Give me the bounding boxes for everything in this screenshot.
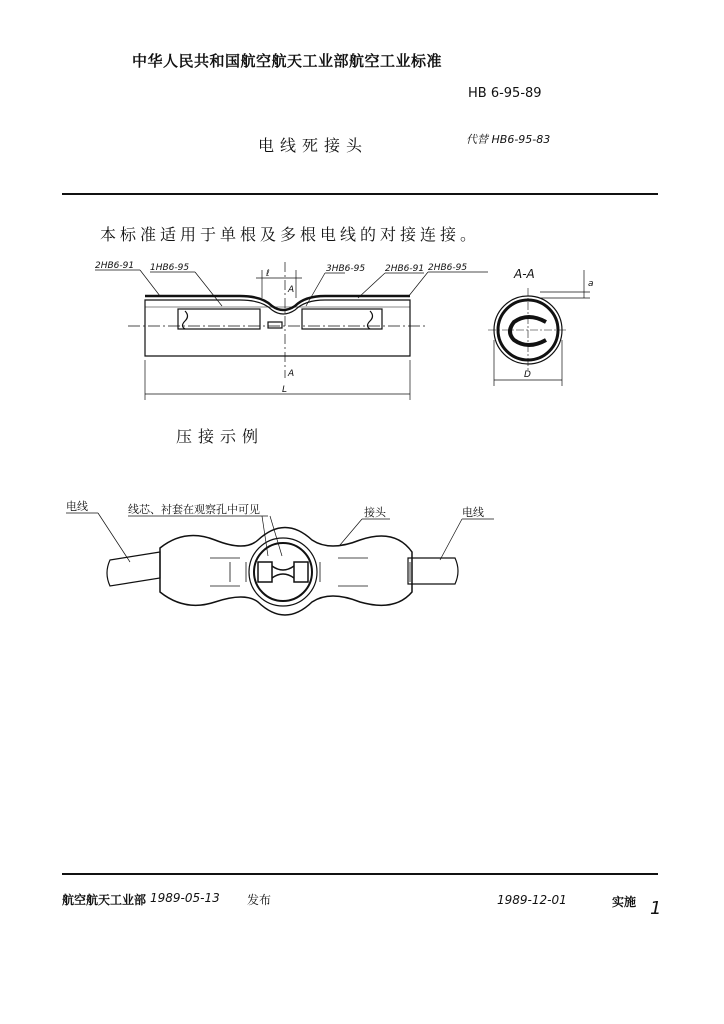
crimp-example-drawing — [66, 513, 494, 615]
page-number: 1 — [650, 898, 662, 919]
document-title: 电线死接头 — [258, 136, 369, 155]
part-label-2hb6-91-left: 2HB6-91 — [95, 261, 135, 271]
section-mark-bottom: A — [288, 369, 295, 379]
connector-longitudinal-view — [95, 262, 488, 400]
label-core-visible-note: 线芯、衬套在观察孔中可见 — [128, 503, 260, 516]
issued-label: 发布 — [247, 893, 272, 907]
part-label-1hb6-95: 1HB6-95 — [150, 263, 190, 273]
part-label-2hb6-95: 2HB6-95 — [428, 263, 468, 273]
scope-statement: 本标准适用于单根及多根电线的对接连接。 — [100, 225, 481, 244]
implementation-date: 1989-12-01 — [497, 893, 567, 907]
implemented-label: 实施 — [612, 895, 637, 909]
dim-label-l: ℓ — [266, 269, 270, 279]
dim-label-diameter: D — [524, 370, 531, 380]
dim-label-overall-length: L — [282, 385, 288, 395]
label-wire-left: 电线 — [66, 500, 88, 513]
replaces-standard: 代替 HB6-95-83 — [466, 133, 551, 146]
label-wire-right: 电线 — [462, 506, 484, 519]
footer-rule — [62, 873, 658, 875]
dim-label-thickness: a — [588, 279, 594, 289]
issuing-authority: 航空航天工业部 — [62, 893, 147, 907]
label-connector: 接头 — [364, 506, 386, 519]
part-label-2hb6-91-right: 2HB6-91 — [385, 264, 425, 274]
issue-date: 1989-05-13 — [150, 891, 220, 905]
section-view-label: A-A — [514, 267, 535, 281]
section-view-a-a — [488, 270, 590, 386]
part-label-3hb6-95: 3HB6-95 — [326, 264, 366, 274]
standard-category-title: 中华人民共和国航空航天工业部航空工业标准 — [132, 52, 443, 70]
section-mark-top: A — [288, 285, 295, 295]
crimp-example-caption: 压接示例 — [176, 427, 265, 446]
standard-number: HB 6-95-89 — [468, 86, 542, 101]
